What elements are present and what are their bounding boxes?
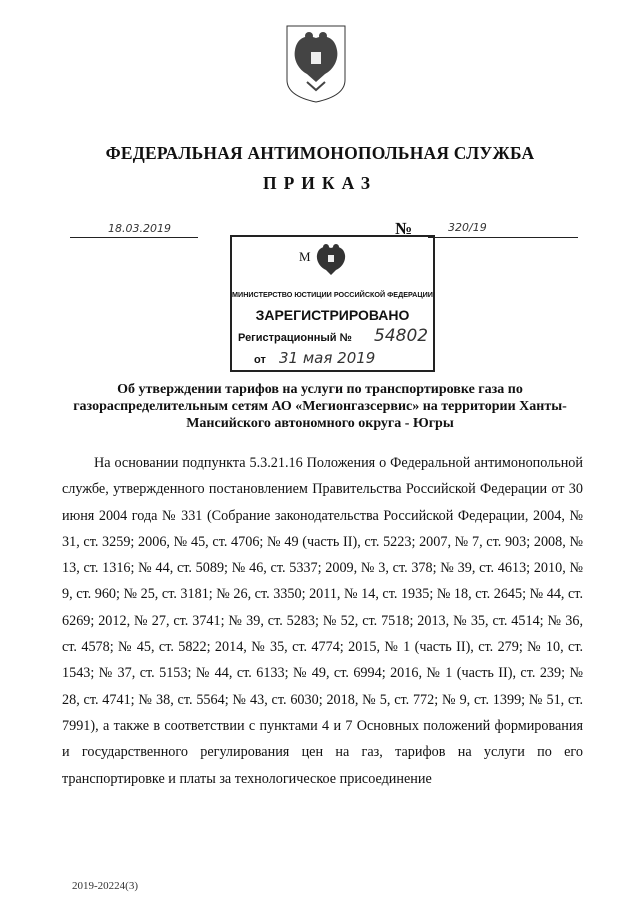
footer-code: 2019-20224(3) [72,880,138,892]
order-date: 18.03.2019 [108,222,171,235]
stamp-ministry: МИНИСТЕРСТВО ЮСТИЦИИ РОССИЙСКОЙ ФЕДЕРАЦИИ [232,290,433,299]
agency-name: ФЕДЕРАЛЬНАЯ АНТИМОНОПОЛЬНАЯ СЛУЖБА [105,143,535,163]
stamp-registered: ЗАРЕГИСТРИРОВАНО [255,307,410,323]
stamp-date: 31 мая 2019 [279,349,376,367]
stamp-reg-number-label: Регистрационный № [238,332,352,344]
stamp-coat-of-arms-icon [310,242,352,278]
order-number: 320/19 [448,221,487,234]
stamp-date-label: от [254,354,266,366]
body-paragraph: На основании подпункта 5.3.21.16 Положения о Федеральной антимонопольной службе, утвержденного постановлением Правительства Российской Федерации от 30 июня 2004 года № 331 (Собрание законодательства Российской Федерации, 2004, № 31, ст. 3259; 2006, № 45, ст. 4706; № 49 (часть II), ст. 5223; 2007, № 7, ст. 903; 2008, № 13, ст. 1316; № 44, ст. 5089; № 46, ст. 5337; 2009, № 3, ст. 378; № 39, ст. 4613; 2010, № 9, ст. 960; № 25, ст. 3181; № 26, ст. 3350; 2011, № 14, ст. 1935; № 18, ст. 2645; № 44, ст. 6269; 2012, № 27, ст. 3741; № 39, ст. 5283; № 52, ст. 7518; 2013, № 35, ст. 4514; № 36, ст. 4578; № 45, ст. 5822; 2014, № 35, ст. 4774; 2015, № 1 (часть II), ст. 279; № 10, ст. 1543; № 37, ст. 5153; № 44, ст. 6133; № 49, ст. 6994; 2016, № 1 (часть II), ст. 239; № 28, ст. 4741; № 38, ст. 5564; № 43, ст. 6030; 2018, № 5, ст. 772; № 9, ст. 1399; № 51, ст. 7991), а также в соответствии с пунктами 4 и 7 Основных положений формирования и государственного регулирования цен на газ, тарифов на услуги по его транспортировке и платы за технологическое присоединение [62,455,583,787]
registration-stamp [230,235,435,372]
coat-of-arms-icon [279,22,353,104]
order-title: ПРИКАЗ [262,173,378,193]
date-line [70,237,198,238]
number-line [428,237,578,238]
number-sign: № [395,219,413,238]
stamp-reg-number: 54802 [374,326,429,346]
document-body [62,450,583,792]
document-title: Об утверждении тарифов на услуги по транспортировке газа по газораспределительным сетям АО «Мегионгазсервис» на территории Ханты-Мансийского автономного округа - Югры [73,382,567,431]
stamp-ministry-letter: М [299,249,311,264]
